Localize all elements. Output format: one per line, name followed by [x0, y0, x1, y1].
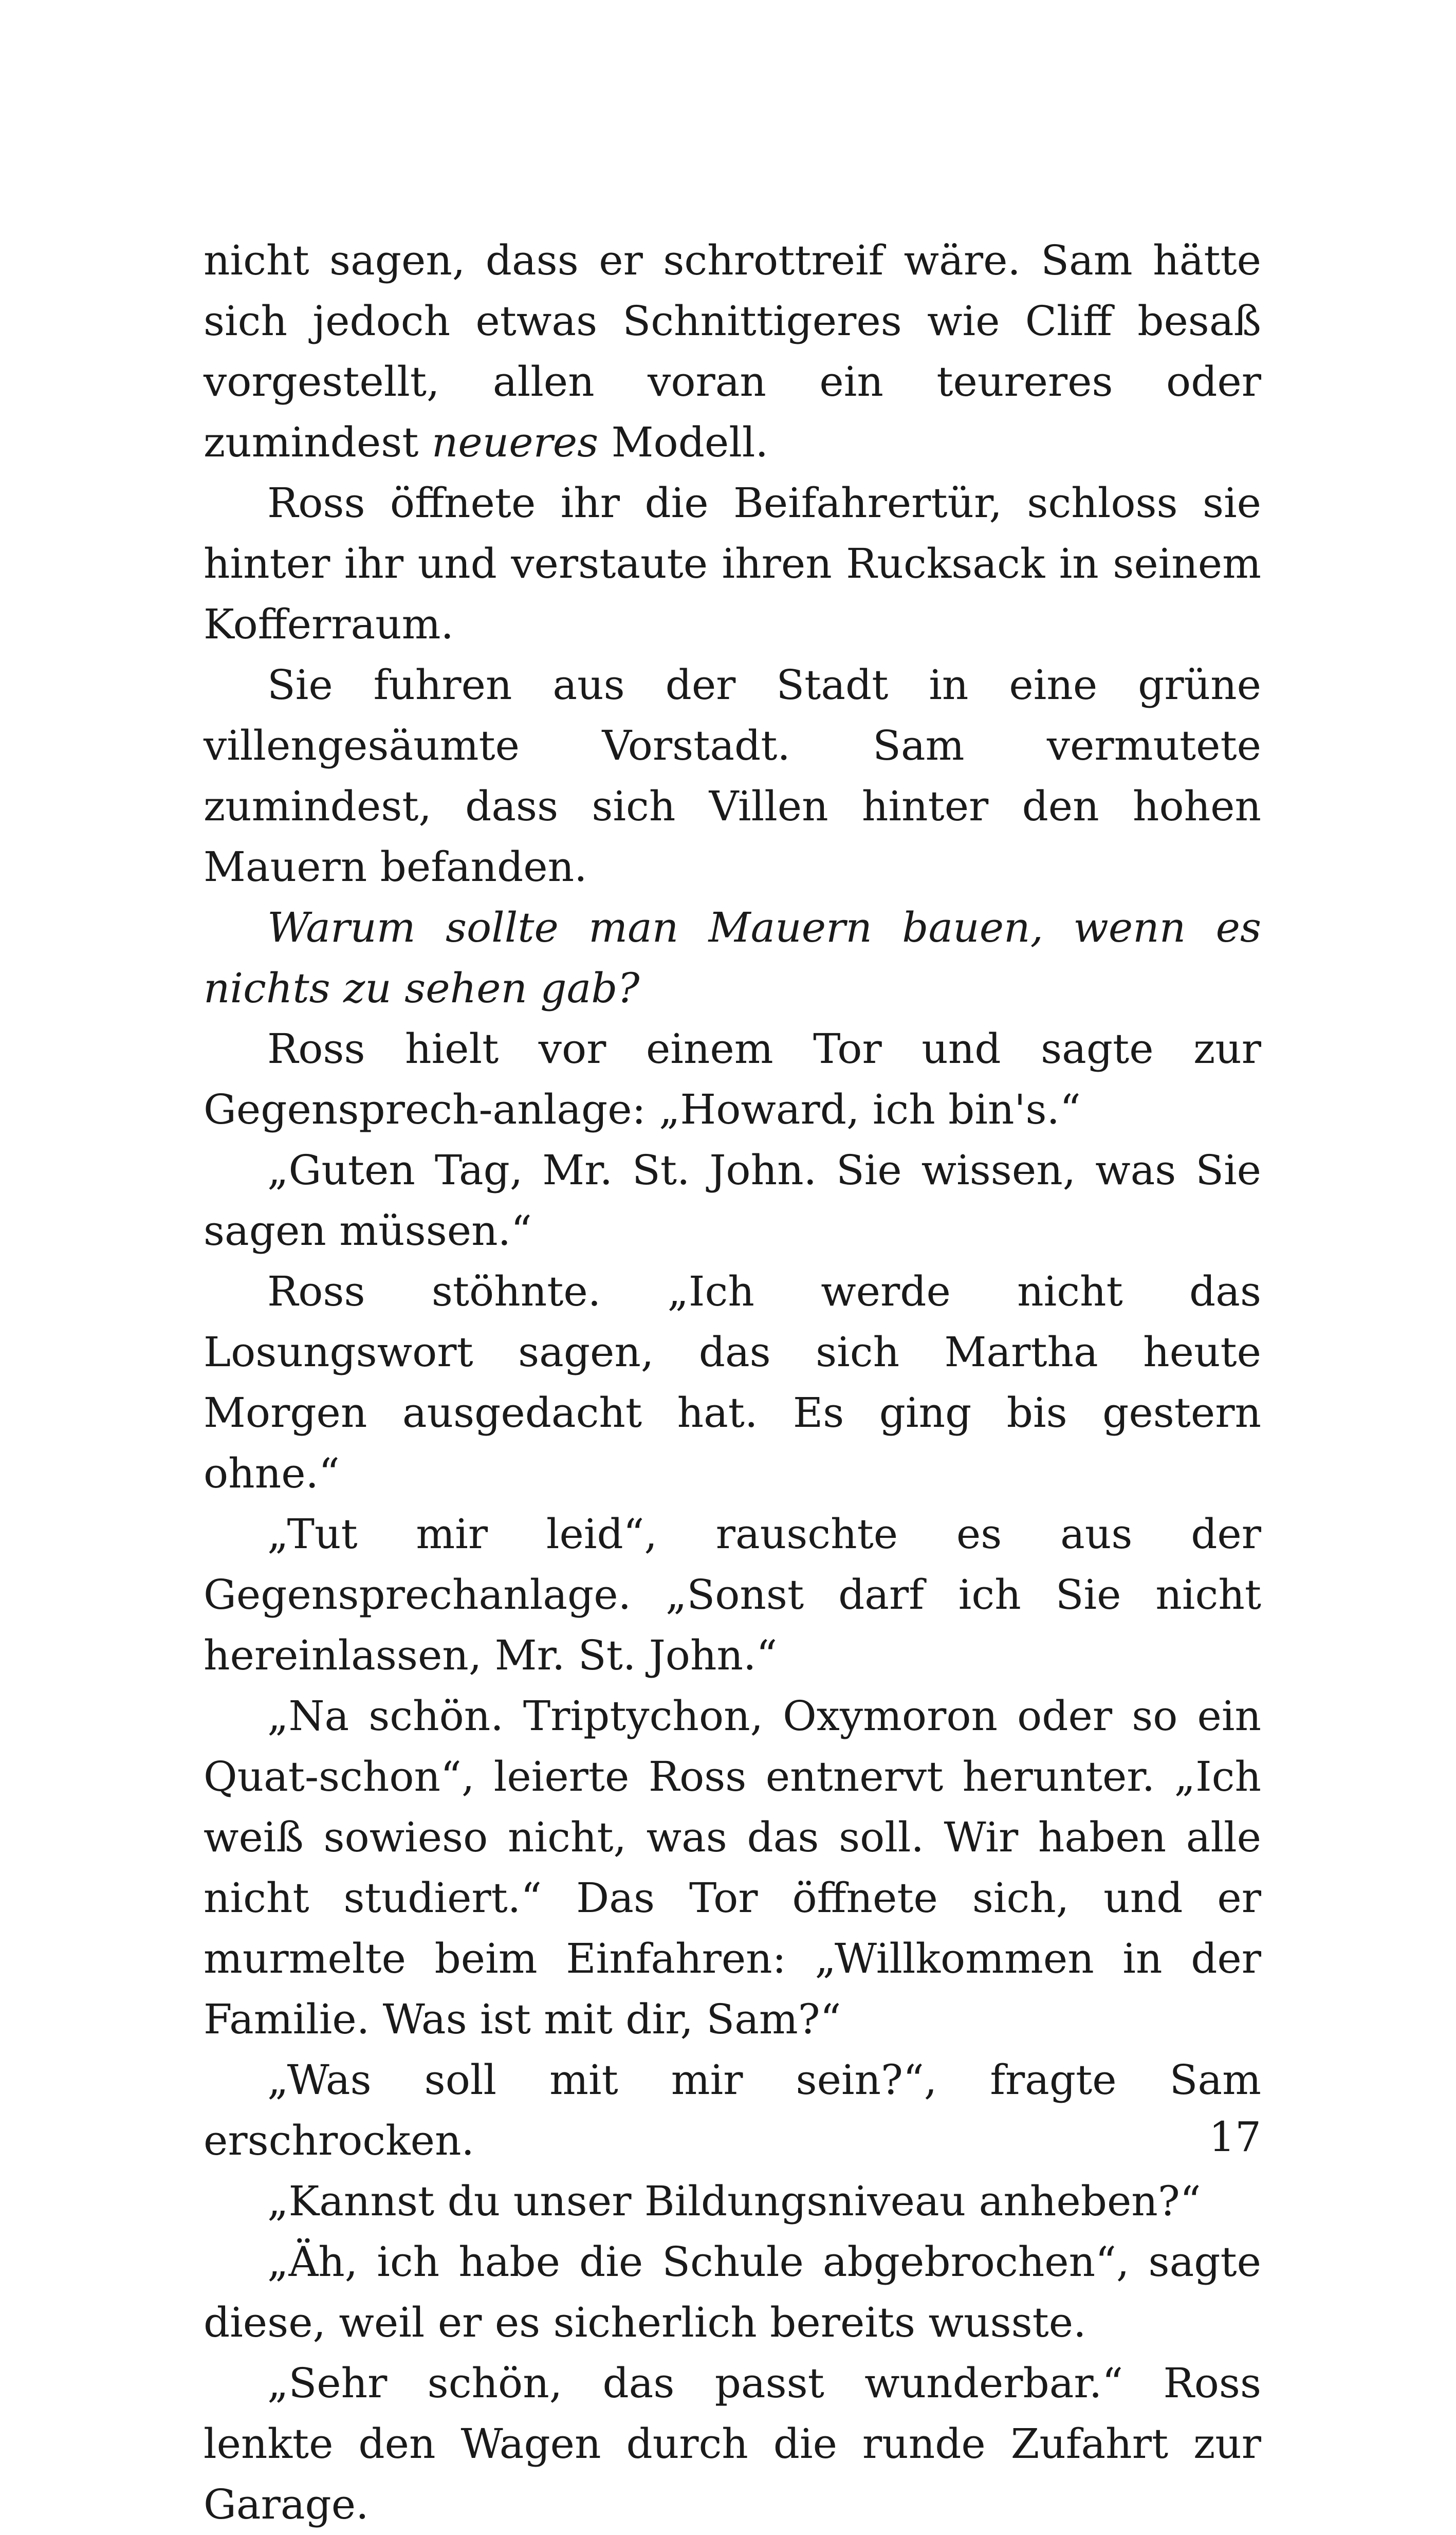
text-run: Ross hielt vor einem Tor und sagte zur Gegensprech-anlage: „Howard, ich bin's.“: [204, 1025, 1261, 1133]
paragraph: [204, 655, 1261, 897]
text-run: „Äh, ich habe die Schule abgebrochen“, sagte diese, weil er es sicherlich bereits wusste.: [204, 2238, 1261, 2346]
text-run: Ross stöhnte. „Ich werde nicht das Losungswort sagen, das sich Martha heute Morgen ausgedacht hat. Es ging bis gestern ohne.“: [204, 1268, 1261, 1497]
paragraph: [204, 2050, 1261, 2171]
text-run: Modell.: [598, 418, 768, 466]
paragraph: [204, 1504, 1261, 1686]
text-run: Sie fuhren aus der Stadt in eine grüne villengesäumte Vorstadt. Sam vermutete zumindest, dass sich Villen hinter den hohen Mauern befanden.: [204, 661, 1261, 891]
text-run: „Tut mir leid“, rauschte es aus der Gegensprechanlage. „Sonst darf ich Sie nicht hereinlassen, Mr. St. John.“: [204, 1510, 1261, 1679]
paragraph: [204, 2171, 1261, 2232]
paragraph: [204, 2232, 1261, 2353]
page-number: 17: [1209, 2113, 1261, 2161]
paragraph: [204, 1140, 1261, 1261]
paragraph: [204, 1019, 1261, 1140]
text-run: „Sehr schön, das passt wunderbar.“ Ross lenkte den Wagen durch die runde Zufahrt zur Garage.: [204, 2359, 1261, 2528]
paragraph: [204, 230, 1261, 473]
text-run: „Was soll mit mir sein?“, fragte Sam erschrocken.: [204, 2056, 1261, 2164]
body-text: [204, 230, 1261, 2535]
text-run: „Guten Tag, Mr. St. John. Sie wissen, was Sie sagen müssen.“: [204, 1146, 1261, 1255]
text-run: Ross öffnete ihr die Beifahrertür, schloss sie hinter ihr und verstaute ihren Rucksack in seinem Kofferraum.: [204, 479, 1261, 648]
text-run: nicht sagen, dass er schrottreif wäre. Sam hätte sich jedoch etwas Schnittigeres wie Cliff besaß vorgestellt, allen voran ein teureres oder zumindest: [204, 236, 1261, 466]
text-run: „Kannst du unser Bildungsniveau anheben?“: [267, 2177, 1201, 2225]
text-run: „Na schön. Triptychon, Oxymoron oder so ein Quat-schon“, leierte Ross entnervt herunter. „Ich weiß sowieso nicht, was das soll. Wir haben alle nicht studiert.“ Das Tor öffnete sich, und er murmelte beim Einfahren: „Willkommen in der Familie. Was ist mit dir, Sam?“: [204, 1692, 1261, 2043]
paragraph: [204, 2353, 1261, 2535]
paragraph: [204, 1686, 1261, 2050]
paragraph: [204, 1261, 1261, 1504]
paragraph: [204, 473, 1261, 655]
italic-text-run: neueres: [431, 418, 599, 466]
italic-text-run: Warum sollte man Mauern bauen, wenn es nichts zu sehen gab?: [204, 904, 1261, 1012]
paragraph: [204, 897, 1261, 1019]
